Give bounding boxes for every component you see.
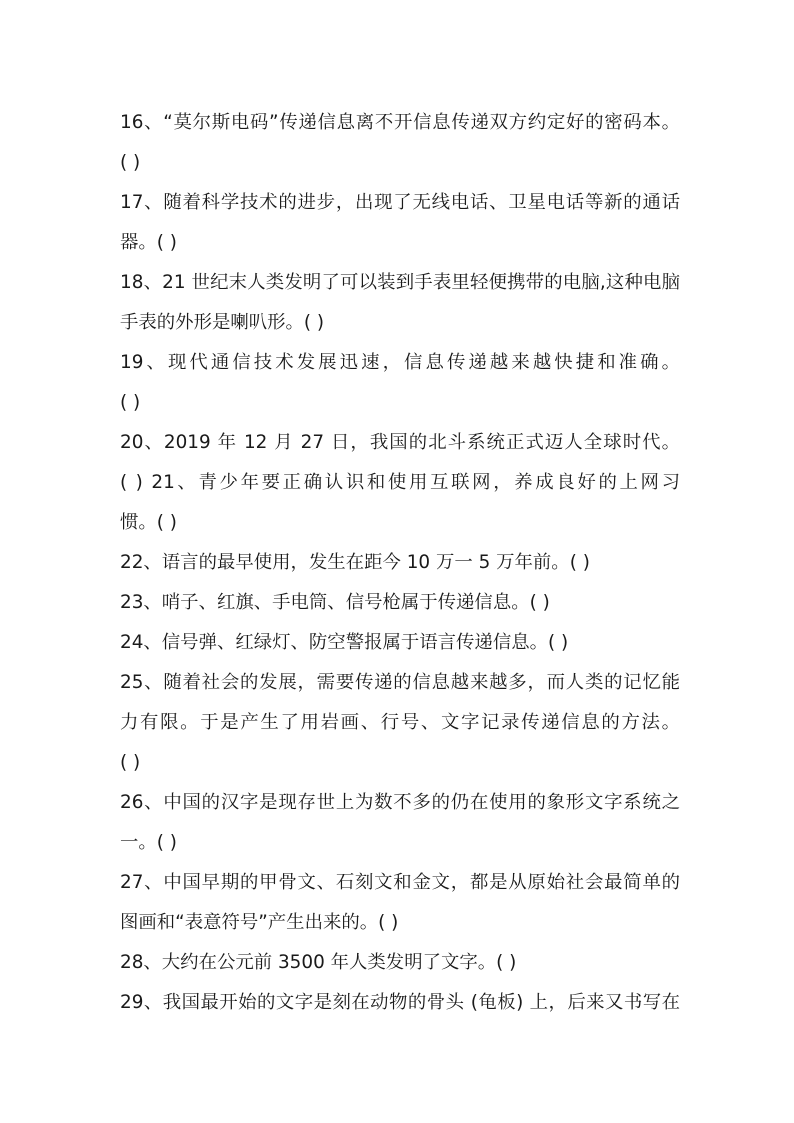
text-line: 器。( ): [120, 232, 177, 253]
text-line: ( ) 21、青少年要正确认识和使用互联网，养成良好的上网习: [120, 472, 680, 493]
text-line: 25、随着社会的发展，需要传递的信息越来越多，而人类的记忆能: [120, 672, 680, 693]
text-line: 29、我国最开始的文字是刻在动物的骨头 (龟板) 上，后来又书写在: [120, 992, 680, 1013]
text-line: 24、信号弹、红绿灯、防空警报属于语言传递信息。( ): [120, 632, 569, 653]
text-line: 16、“莫尔斯电码”传递信息离不开信息传递双方约定好的密码本。: [120, 112, 680, 133]
text-line: 22、语言的最早使用，发生在距今 10 万一 5 万年前。( ): [120, 552, 590, 573]
text-line: 手表的外形是喇叭形。( ): [120, 312, 325, 333]
text-line: 力有限。于是产生了用岩画、行号、文字记录传递信息的方法。: [120, 712, 680, 733]
question-list: [120, 103, 680, 1023]
text-line: 图画和“表意符号”产生出来的。( ): [120, 912, 399, 933]
text-line: 18、21 世纪末人类发明了可以装到手表里轻便携带的电脑,这种电脑: [120, 272, 680, 293]
text-line: 17、随着科学技术的进步，出现了无线电话、卫星电话等新的通话: [120, 192, 680, 213]
text-line: 19、现代通信技术发展迅速，信息传递越来越快捷和准确。: [120, 352, 680, 373]
text-line: ( ): [120, 752, 141, 773]
text-line: 惯。( ): [120, 512, 177, 533]
text-line: 20、2019 年 12 月 27 日，我国的北斗系统正式迈人全球时代。: [120, 432, 680, 453]
text-line: ( ): [120, 392, 141, 413]
text-line: 23、哨子、红旗、手电筒、信号枪属于传递信息。( ): [120, 592, 550, 613]
text-line: 27、中国早期的甲骨文、石刻文和金文，都是从原始社会最简单的: [120, 872, 680, 893]
text-line: 一。( ): [120, 832, 177, 853]
text-line: 28、大约在公元前 3500 年人类发明了文字。( ): [120, 952, 517, 973]
text-line: ( ): [120, 152, 141, 173]
text-line: 26、中国的汉字是现存世上为数不多的仍在使用的象形文字系统之: [120, 792, 680, 813]
